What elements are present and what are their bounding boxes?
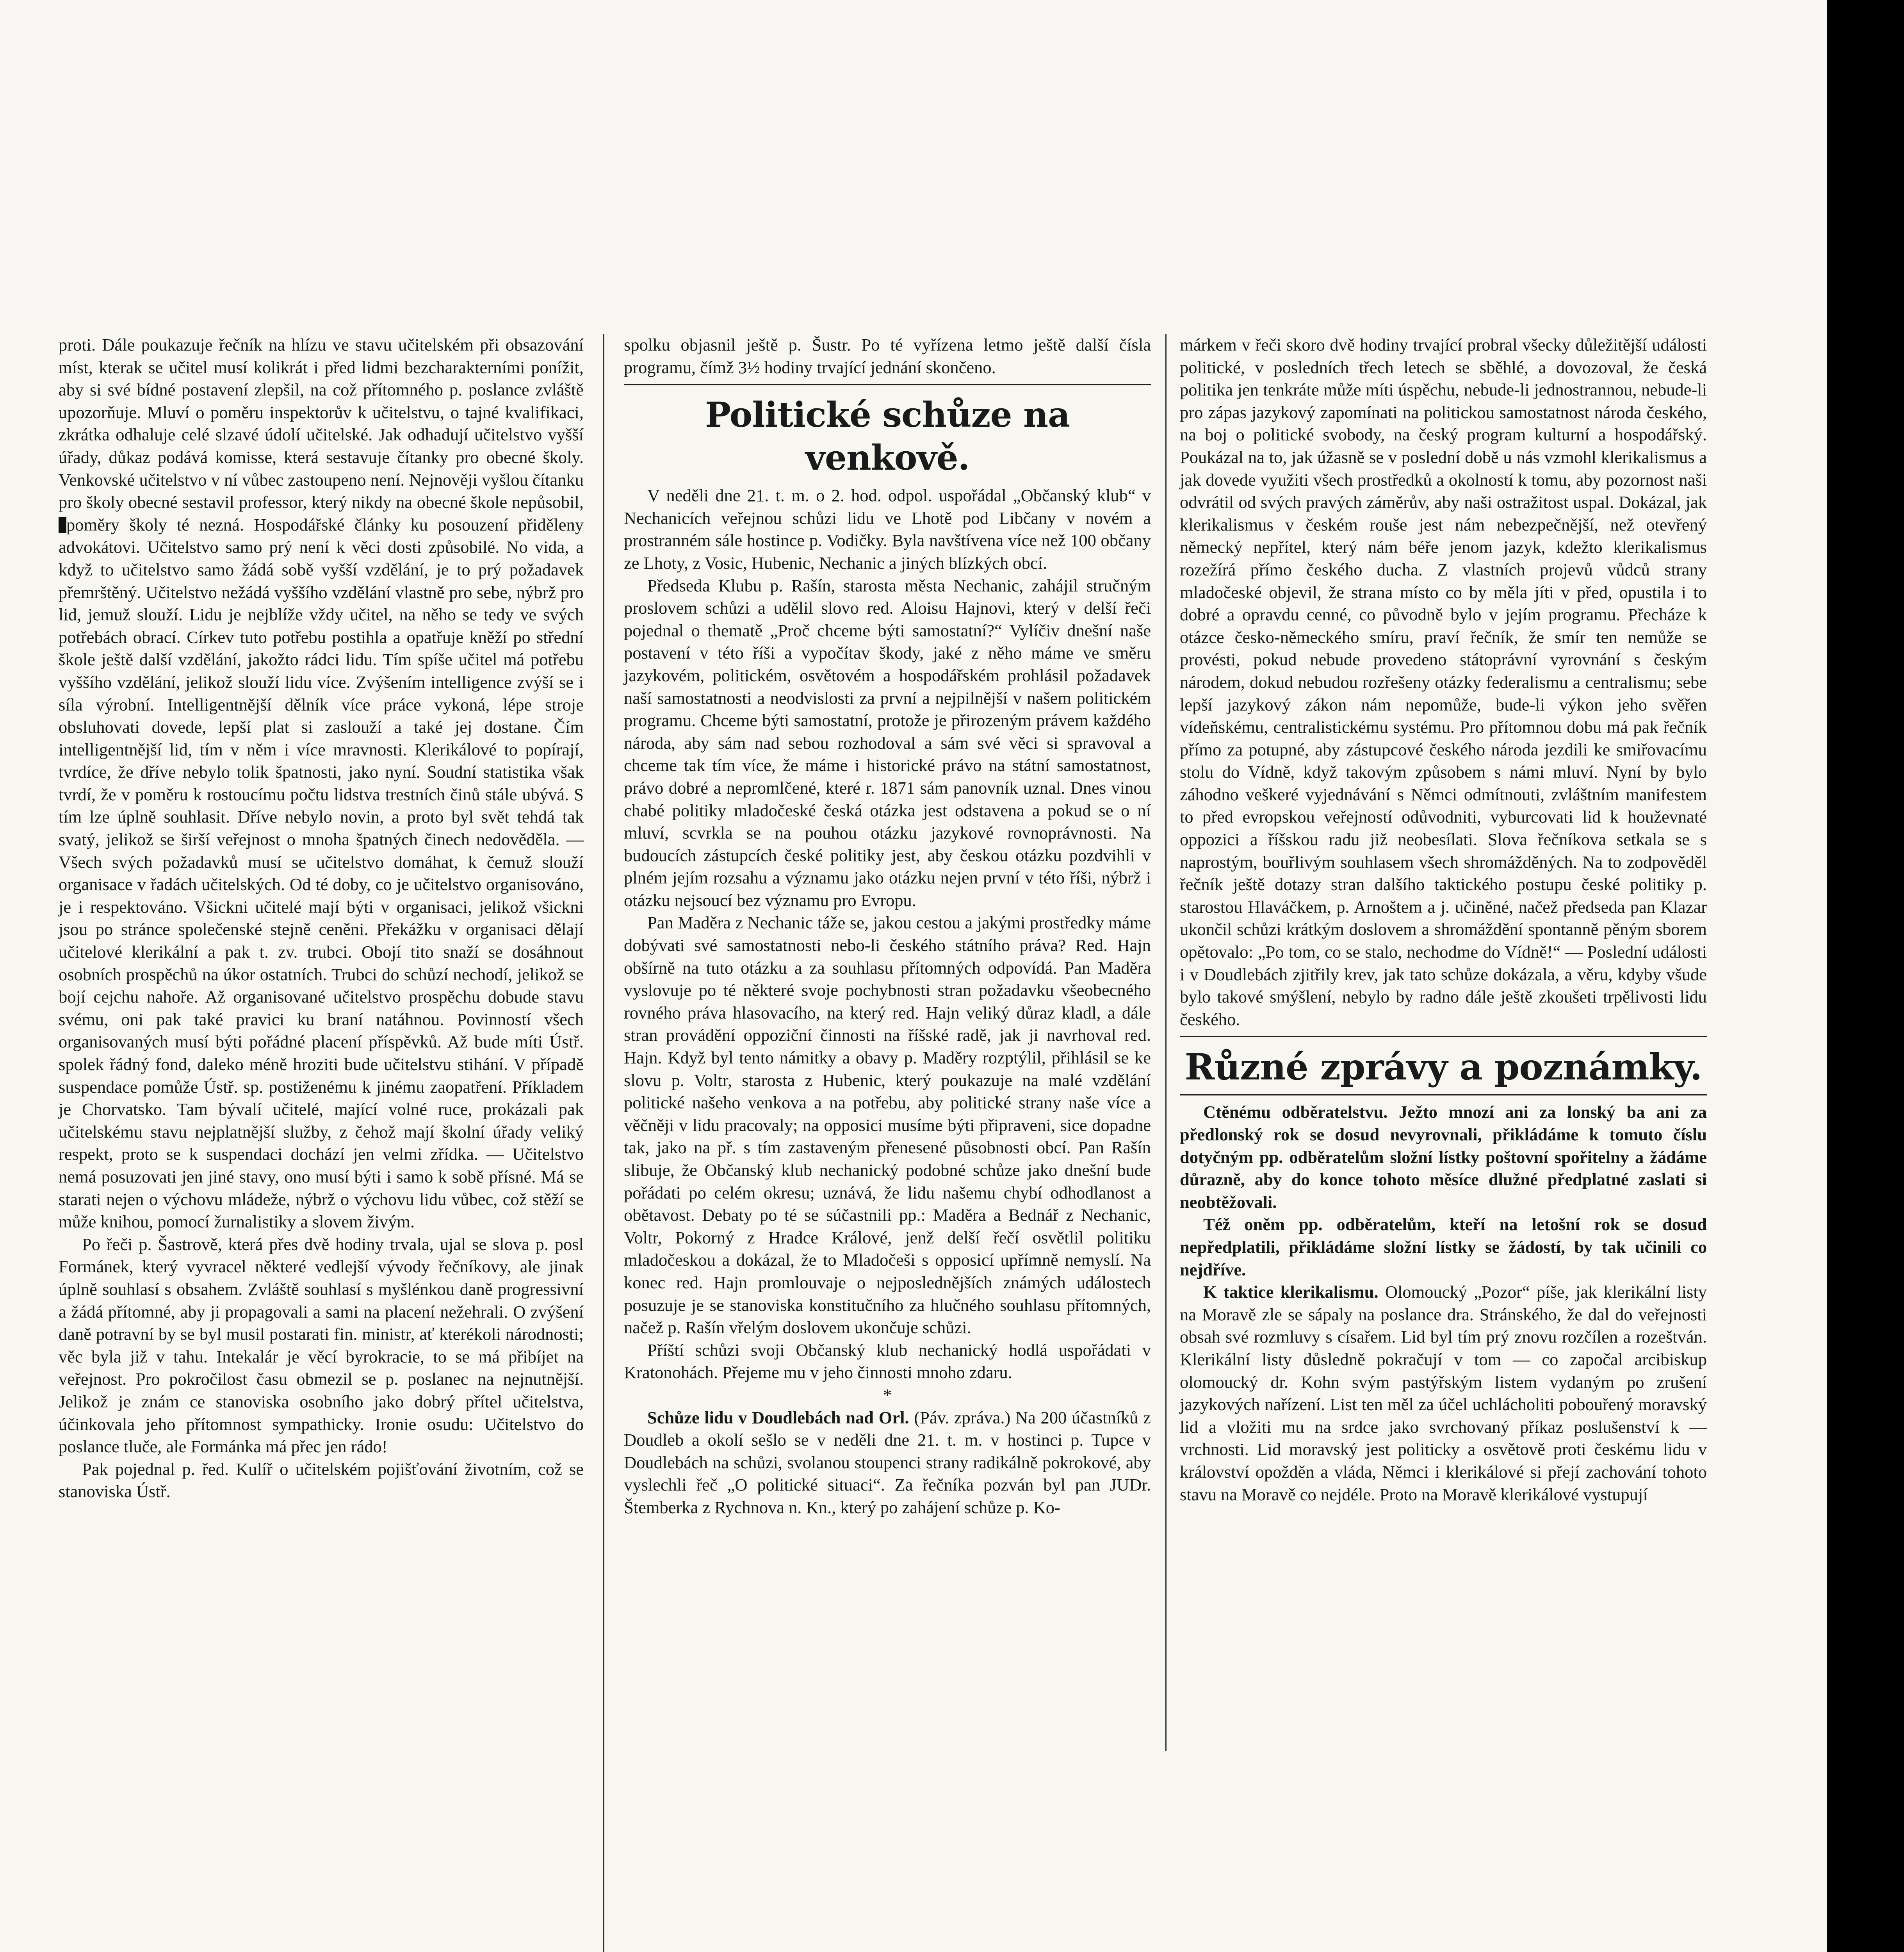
paragraph: spolku objasnil ještě p. Šustr. Po té vyřízena letmo ještě další čísla programu, čímž 3½ hodiny trvající jednání skončeno. [624, 335, 1151, 377]
paragraph: V neděli dne 21. t. m. o 2. hod. odpol. uspořádal „Občanský klub“ v Nechanicích veřejnou schůzi lidu ve Lhotě pod Libčany v novém a prostranném sále hostince p. Vodičky. Byla navštívena více než 100 občany ze Lhoty, z Vosic, Hubenic, Nechanic a jiných blízkých obcí. [624, 486, 1151, 573]
paragraph: Pan Maděra z Nechanic táže se, jakou cestou a jakými prostředky máme dobývati své samostatnosti nebo-li českého státního práva? Red. Hajn obšírně na tuto otázku a za souhlasu přítomných odpovídá. Pan Maděra vyslovuje po té některé svoje pochybnosti stran požadavku všeobecného rovného práva hlasovacího, na který red. Hajn veliký důraz kladl, a dále stran provádění oppoziční činnosti na říšské radě, jak ji navrhoval red. Hajn. Když byl tento námitky a obavy p. Maděry rozptýlil, přihlásil se ke slovu p. Voltr, starosta z Hubenic, který poukazuje na malé vzdělání politické našeho venkova a na potřebu, aby politické strany naše více a věčněji v lidu pracovaly; na opposici musíme býti připraveni, sice dopadne tak, jako na př. s tím zastaveným přenesené působnosti obcí. Pan Rašín slibuje, že Občanský klub nechanický podobné schůze jako dnešní bude pořádati po celém okresu; uznává, že lidu našemu chybí odhodlanost a obětavost. Debaty po té se súčastnili pp.: Maděra a Bednář z Nechanic, Voltr, Pokorný z Hradce Králové, jenž delší řečí osvětlil politiku mladočeskou a dokázal, že to Mladočeši s opposicí upřímně nemyslí. Na konec red. Hajn promlouvaje o nejposlednějších známých událostech posuzuje je se stanoviska konstitučního za hlučného souhlasu přítomných, načež p. Rašín vřelým doslovem ukončuje schůzi. [624, 913, 1151, 1338]
paragraph-text: Olomoucký „Pozor“ píše, jak klerikální listy na Moravě zle se sápaly na poslance dra. Stránského, že dal do veřejnosti obsah své rozmluvy s císařem. Lid byl tím prý znovu rozčílen a rozeštván. Klerikální listy důsledně pokračují v tom — co započal arcibiskup olomoucký dr. Kohn svým pastýřským listem vydaným po zrušení jazykových nařízení. List ten měl za účel uchlácholiti pobouřený moravský lid a vložiti mu na srdce jako svrchovaný příkaz poslušenství k — vrchnosti. Lid moravský jest politicky a osvětově proti českému lidu v království opožděn a vláda, Němci i klerikálové si přejí zachování tohoto stavu na Moravě co nejdéle. Proto na Moravě klerikálové vystupují [1180, 1282, 1707, 1504]
column-divider [603, 334, 604, 1952]
paragraph [59, 334, 584, 1233]
paragraph-text: poměry školy té nezná. Hospodářské články ku posouzení přiděleny advokátovi. Učitelstvo samo prý není k věci dosti způsobilé. No vida, a když to učitelstvo samo žádá sobě vyšší vzdělání, je to prý požadavek přemrštěný. Učitelstvo nežádá vyššího vzdělání vlastně pro sebe, nýbrž pro lid, jemuž slouží. Lidu je nejblíže vždy učitel, na něho se tedy ve svých potřebách obrací. Církev tuto potřebu postihla a opatřuje kněží po střední škole ještě další vzdělání, jakožto rádci lidu. Tím spíše učitel má potřebu vyššího vzdělání, jelikož slouží lidu více. Zvýšením intelligence zvýší se i síla výrobní. Intelligentnější dělník více práce vykoná, lépe stroje obsluhovati dovede, lepší plat si zaslouží a také jej dostane. Čím intelligentnější lid, tím v něm i více mravnosti. Klerikálové to popírají, tvrdíce, že dříve nebylo tolik špatnosti, jako nyní. Soudní statistika však tvrdí, že v poměru k rostoucímu počtu lidstva trestních činů stále ubývá. S tím lze úplně souhlasit. Dříve nebylo novin, a proto byl svět tehdá tak svatý, jelikož se širší veřejnost o mnoha špatných činech nedověděla. — Všech svých požadavků musí se učitelstvo domáhat, k čemuž slouží organisace v řadách učitelských. Od té doby, co je učitelstvo organisováno, je i respektováno. Všickni učitelé mají býti v organisaci, jelikož všickni jsou po stránce společenské stejně ceněni. Překážku v organisaci dělají učitelové klerikální a pak t. zv. trubci. Obojí tito snaží se dosáhnout osobních prospěchů na úkor ostatních. Trubci do schůzí nechodí, jelikož se bojí cejchu nahoře. Až organisované učitelstvo prospěchu dobude stavu svému, oni pak také pravici ku braní natáhnou. Povinností všech organisovaných musí býti pořádné placení příspěvků. Až bude míti Ústř. spolek řádný fond, daleko méně hroziti bude učitelstvu stihání. V případě suspendace pomůže Ústř. sp. postiženému k jinému zaopatření. Příkladem je Chorvatsko. Tam bývalí učitelé, mající volné ruce, prokázali pak učitelskému stavu nejplatnější služby, z čehož mají školní úřady veliký respekt, proto se k suspendaci dochází jen velmi zřídka. — Učitelstvo nemá posuzovati jen jiné stavy, ono musí býti i samo k sobě přísné. Má se starati nejen o výchovu mládeže, nýbrž o výchovu lidu vůbec, což stěží se může knihou, pomocí žurnalistiky a slovem živým. [59, 515, 584, 1232]
notice [1180, 1101, 1707, 1213]
notice-text: Ježto mnozí ani za lonský ba ani za předlonský rok se dosud nevyrovnali, přikládáme k tomuto číslu dotyčným pp. odběratelům složní lístky poštovní spořitelny a žádáme důrazně, aby do konce tohoto měsíce dlužné předplatné zaslati si neobtěžovali. [1180, 1102, 1707, 1212]
article-title: Schůze lidu v Doudlebách nad Orl. [647, 1407, 909, 1427]
paragraph: Předseda Klubu p. Rašín, starosta města Nechanic, zahájil stručným proslovem schůzi a udělil slovo red. Aloisu Hajnovi, který v delší řeči pojednal o thematě „Proč chceme býti samostatní?“ Vylíčiv dnešní naše postavení v této říši a vypočítav škody, jaké z něho máme ve směru jazykovém, politickém, osvětovém a hospodářském prohlásil požadavek naší samostatnosti a neodvislosti za první a nejpilnější v našem politickém programu. Chceme býti samostatní, protože je přirozeným právem každého národa, aby sám nad sebou rozhodoval a sám své věci si spravoval a chceme tak tím více, že máme i historické právo na státní samostatnost, právo dobré a nepromlčené, které r. 1871 sám panovník uznal. Dnes vinou chabé politiky mladočeské česká otázka jest odstavena a pokud se o ní mluví, scvrkla se na pouhou otázku jazykové rovnoprávnosti. Na budoucích zástupcích české politiky jest, aby českou otázku pozdvihli v plném jejím rozsahu a významu jako otázku nejen první v této říši, nýbrž i otázku nejsoucí bez významu pro Evropu. [624, 575, 1151, 910]
paragraph: Po řeči p. Šastrově, která přes dvě hodiny trvala, ujal se slova p. posl Formánek, který vyvracel některé vedlejší vývody řečníkovy, ale jinak úplně souhlasí s obsahem. Zvláště souhlasí s myšlénkou daně progressivní a žádá přítomné, aby ji propagovali a sami na placení nežehrali. O zvýšení daně potravní by se byl musil postarati fin. ministr, ať kterékoli národnosti; věc byla již v tahu. Intekalár je věcí byrokracie, to se má přibíjet na veřejnost. Pro pokročilost času obmezil se p. poslanec na nejnutnější. Jelikož je znám ce stanoviska osobního jako dobrý přítel učitelstva, účinkovala jeho přítomnost sympathicky. Ironie osudu: Učitelstvo do poslance tluče, ale Formánka má přec jen rádo! [59, 1234, 584, 1457]
paragraph: márkem v řeči skoro dvě hodiny trvající probral všecky důležitější události politické, v posledních třech letech se sběhlé, a dovozoval, že česká politika jen tenkráte může míti úspěchu, nebude-li jednostrannou, nebude-li pro zápas jazykový zapomínati na politickou samostatnost národa českého, na boj o politické svobody, na český program kulturní a hospodářský. Poukázal na to, jak úžasně se v poslední době u nás vzmohl klerikalismus a jak dovede využiti všech prostředků a okolností k tomu, aby pozornost naši odvrátil od svých pravých záměrův, aby naši ostražitost uspal. Dokázal, jak klerikalismus v českém rouše jest nám nebezpečnější, než otevřený německý nepřítel, který nám béře jenom jazyk, kdežto klerikalismus rozežírá přímo českého ducha. Z vlastních projevů vůdců strany mladočeské objevil, že strana místo co by měla jíti v před, opustila i to dobré a opravdu cenné, co původně bylo v jejím programu. Přecháze k otázce česko-německého smíru, praví řečník, že smír ten nemůže se provésti, pokud nebude provedeno státoprávní vyrovnání s českým národem, dokud nebudou rozřešeny otázky federalismu a centralismu; sebe lepší jazykový zákon nám nepomůže, bude-li výkon jeho svěřen vídeňskému, centralistickému systému. Pro přítomnou dobu má pak řečník přímo za potupné, aby zástupcové českého národa jezdili ke smiřovacímu stolu do Vídně, když takovým způsobem s námi mluví. Nyní by bylo záhodno veškeré vyjednávání s Němci odmítnouti, zvláštním manifestem to před evropskou veřejností odůvodniti, vyburcovati lid k houževnaté oppozici a říšskou radu již neobesílati. Slova řečníkova setkala se s naprostým, bouřlivým souhlasem všech shromážděných. Na to zodpověděl řečník ještě dotazy stran dalšího taktického postupu české politiky p. starostou Hlaváčkem, p. Arnoštem a j. učiněné, načež předseda pan Klazar ukončil schůzi krátkým doslovem a shromáždění spontanně pěným sborem opětovalo: „Po tom, co se stalo, nechodme do Vídně!“ — Poslední události i v Doudlebách zjitřily krev, jak tato schůze dokázala, a věru, kdyby všude bylo takové smýšlení, nebylo by radno dále ještě zkoušeti trpělivosti lidu českého. [1180, 335, 1707, 1029]
notice: Též oněm pp. odběratelům, kteří na letošní rok se dosud nepředplatili, přikládáme složní lístky se žádostí, by tak učinili co nejdříve. [1180, 1215, 1707, 1279]
top-margin [0, 0, 1827, 320]
section-rule [1180, 1036, 1707, 1037]
asterisk-separator: * [883, 1385, 892, 1405]
section-headline: Různé zprávy a poznámky. [1184, 1046, 1702, 1088]
article-title: K taktice klerikalismu. [1203, 1282, 1379, 1302]
paragraph: Příští schůzi svoji Občanský klub nechanický hodlá uspořádati v Kratonohách. Přejeme mu v jeho činnosti mnoho zdaru. [624, 1340, 1151, 1382]
paragraph [1180, 1281, 1707, 1506]
paragraph-text: proti. Dále poukazuje řečník na hlízu ve stavu učitelském při obsazování míst, kterak se učitel musí kolikrát i před lidmi bezcharakterními ponížit, aby si své bídné postavení zlepšil, na což přítomného p. poslance zvláště upozorňuje. Mluví o poměru inspektorův k učitelstvu, o tajné kvalifikaci, zkrátka odhaluje celé slzavé údolí učitelské. Jak odhadují učitelstvo vyšší úřady, důkaz podává komisse, která sestavuje čítanky pro obecné školy. Venkovské učitelstvo v ní vůbec zastoupeno není. Nejnověji vyšlou čítanku pro školy obecné sestavil professor, který nikdy na obecné škole nepůsobil, [59, 335, 584, 512]
ink-blot [59, 517, 66, 533]
section-rule [1180, 1094, 1707, 1095]
section-rule [624, 384, 1151, 385]
paragraph [624, 1407, 1151, 1519]
paragraph: Pak pojednal p. řed. Kulíř o učitelském pojišťování životním, což se stanoviska Ústř. [59, 1459, 584, 1501]
column-divider [1165, 334, 1167, 1751]
notice-title: Ctěnému odběratelstvu. [1203, 1102, 1388, 1122]
column-1 [59, 334, 584, 1503]
column-2 [624, 334, 1151, 1519]
section-headline: Politické schůze na venkově. [705, 394, 1070, 478]
column-3 [1180, 334, 1707, 1506]
paragraph-text: (Páv. zpráva.) Na 200 účastníků z Doudleb a okolí sešlo se v neděli dne 21. t. m. v hostinci p. Tupce v Doudlebách na schůzi, svolanou stoupenci strany radikálně pokrokové, aby vyslechli řeč „O politické situaci“. Za řečníka pozván byl pan JUDr. Štemberka z Rychnova n. Kn., který po zahájení schůze p. Ko- [624, 1407, 1151, 1517]
